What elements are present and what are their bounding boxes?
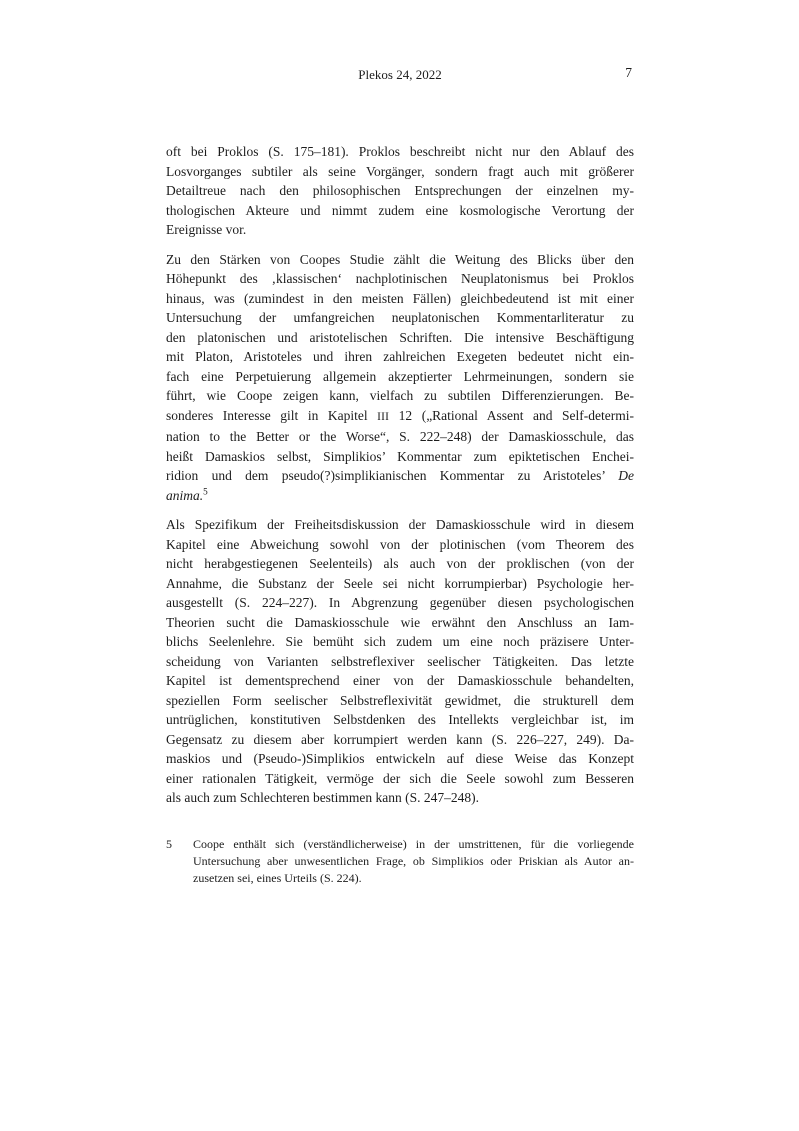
text-line: scheidung von Varianten selbstreflexiver seelischer Tätigkeiten. Das letzte xyxy=(166,653,634,669)
text-line: führt, wie Coope zeigen kann, vielfach zu subtilen Differenzierungen. Be- xyxy=(166,388,634,403)
text-line: Kapitel ist dementsprechend einer von der Damaskiosschule behandelten, xyxy=(166,673,634,688)
text-line: anima.$^5$ xyxy=(166,486,208,503)
footnote-text xyxy=(193,836,634,886)
journal-title: Plekos 24, 2022 xyxy=(358,67,442,82)
text-line: heißt Damaskios selbst, Simplikios’ Kommentar zum epiktetischen Enchei- xyxy=(166,448,634,464)
text-line: Theorien sucht die Damaskiosschule wie erwähnt den Anschluss an Iam- xyxy=(166,614,634,630)
paragraph-3 xyxy=(166,515,634,808)
text-line: Kapitel eine Abweichung sowohl von der plotinischen (vom Theorem des xyxy=(166,536,634,552)
text-line: Detailtreue nach den philosophischen Entsprechungen der einzelnen my- xyxy=(166,183,634,198)
text-line: Ereignisse vor. xyxy=(166,222,247,237)
text-line: ausgestellt (S. 224–227). In Abgrenzung gegenüber diesen psychologischen xyxy=(166,595,634,610)
text-line: Als Spezifikum der Freiheitsdiskussion der Damaskiosschule wird in diesem xyxy=(166,517,634,532)
text-line: mit Platon, Aristoteles und ihren zahlreichen Exegeten bedeutet nicht ein- xyxy=(166,349,634,364)
text-line: Zu den Stärken von Coopes Studie zählt die Weitung des Blicks über den xyxy=(166,251,634,267)
text-line: thologischen Akteure und nimmt zudem eine kosmologische Verortung der xyxy=(166,202,634,218)
page-number: 7 xyxy=(625,65,632,80)
text-line: einer rationalen Tätigkeit, vermöge der sich die Seele sowohl zum Besseren xyxy=(166,770,634,786)
text-line: nicht herabgestiegenen Seelenteils) als auch von der proklischen (von der xyxy=(166,556,634,571)
footnote-reference: 5 xyxy=(203,486,208,496)
text-line: oft bei Proklos (S. 175–181). Proklos beschreibt nicht nur den Ablauf des xyxy=(166,144,634,159)
text-line: nation to the Better or the Worse“, S. 222–248) der Damaskiosschule, das xyxy=(166,429,634,444)
running-header xyxy=(166,67,634,83)
footnote xyxy=(166,836,634,886)
text-line: hinaus, was (zumindest in den meisten Fällen) gleichbedeutend ist mit einer xyxy=(166,290,634,306)
footnote-number: 5 xyxy=(166,837,172,851)
text-line: Gegensatz zu diesem aber korrumpiert werden kann (S. 226–227, 249). Da- xyxy=(166,731,634,747)
text-line: fach eine Perpetuierung allgemein akzeptierter Lehrmeinungen, sondern sie xyxy=(166,368,634,384)
text-line: sonderes Interesse gilt in Kapitel III 12 („Rational Assent and Self-determi- xyxy=(166,407,634,423)
text-line: blichs Seelenlehre. Sie bemüht sich zudem um eine noch präzisere Unter- xyxy=(166,634,634,649)
text-line: Höhepunkt des ‚klassischen‘ nachplotinischen Neuplatonismus bei Proklos xyxy=(166,271,634,286)
text-line: Untersuchung der umfangreichen neuplatonischen Kommentarliteratur zu xyxy=(166,310,634,325)
text-line: untrüglichen, konstitutiven Selbstdenken des Intellekts vergleichbar ist, im xyxy=(166,712,634,727)
paragraph-1 xyxy=(166,142,634,240)
text-line: als auch zum Schlechteren bestimmen kann (S. 247–248). xyxy=(166,790,480,805)
text-line: Losvorganges subtiler als seine Vorgänger, sondern fragt auch mit größerer xyxy=(166,163,634,179)
text-line: ridion und dem pseudo(?)simplikianischen Kommentar zu Aristoteles’ De xyxy=(166,468,634,483)
text-line: den platonischen und aristotelischen Schriften. Die intensive Beschäftigung xyxy=(166,329,634,345)
text-line: Untersuchung aber unwesentlichen Frage, ob Simplikios oder Priskian als Autor an- xyxy=(193,853,634,868)
text-line: zusetzen sei, eines Urteils (S. 224). xyxy=(193,870,362,885)
paragraph-2 xyxy=(166,250,634,506)
text-line: speziellen Form seelischer Selbstreflexivität gewidmet, die strukturell dem xyxy=(166,692,634,708)
text-line: Annahme, die Substanz der Seele sei nicht korrumpierbar) Psychologie her- xyxy=(166,575,634,591)
body-text xyxy=(166,142,634,808)
text-line: maskios und (Pseudo-)Simplikios entwickeln auf diese Weise das Konzept xyxy=(166,751,634,766)
text-line: Coope enthält sich (verständlicherweise) in der umstrittenen, für die vorliegende xyxy=(193,837,634,851)
